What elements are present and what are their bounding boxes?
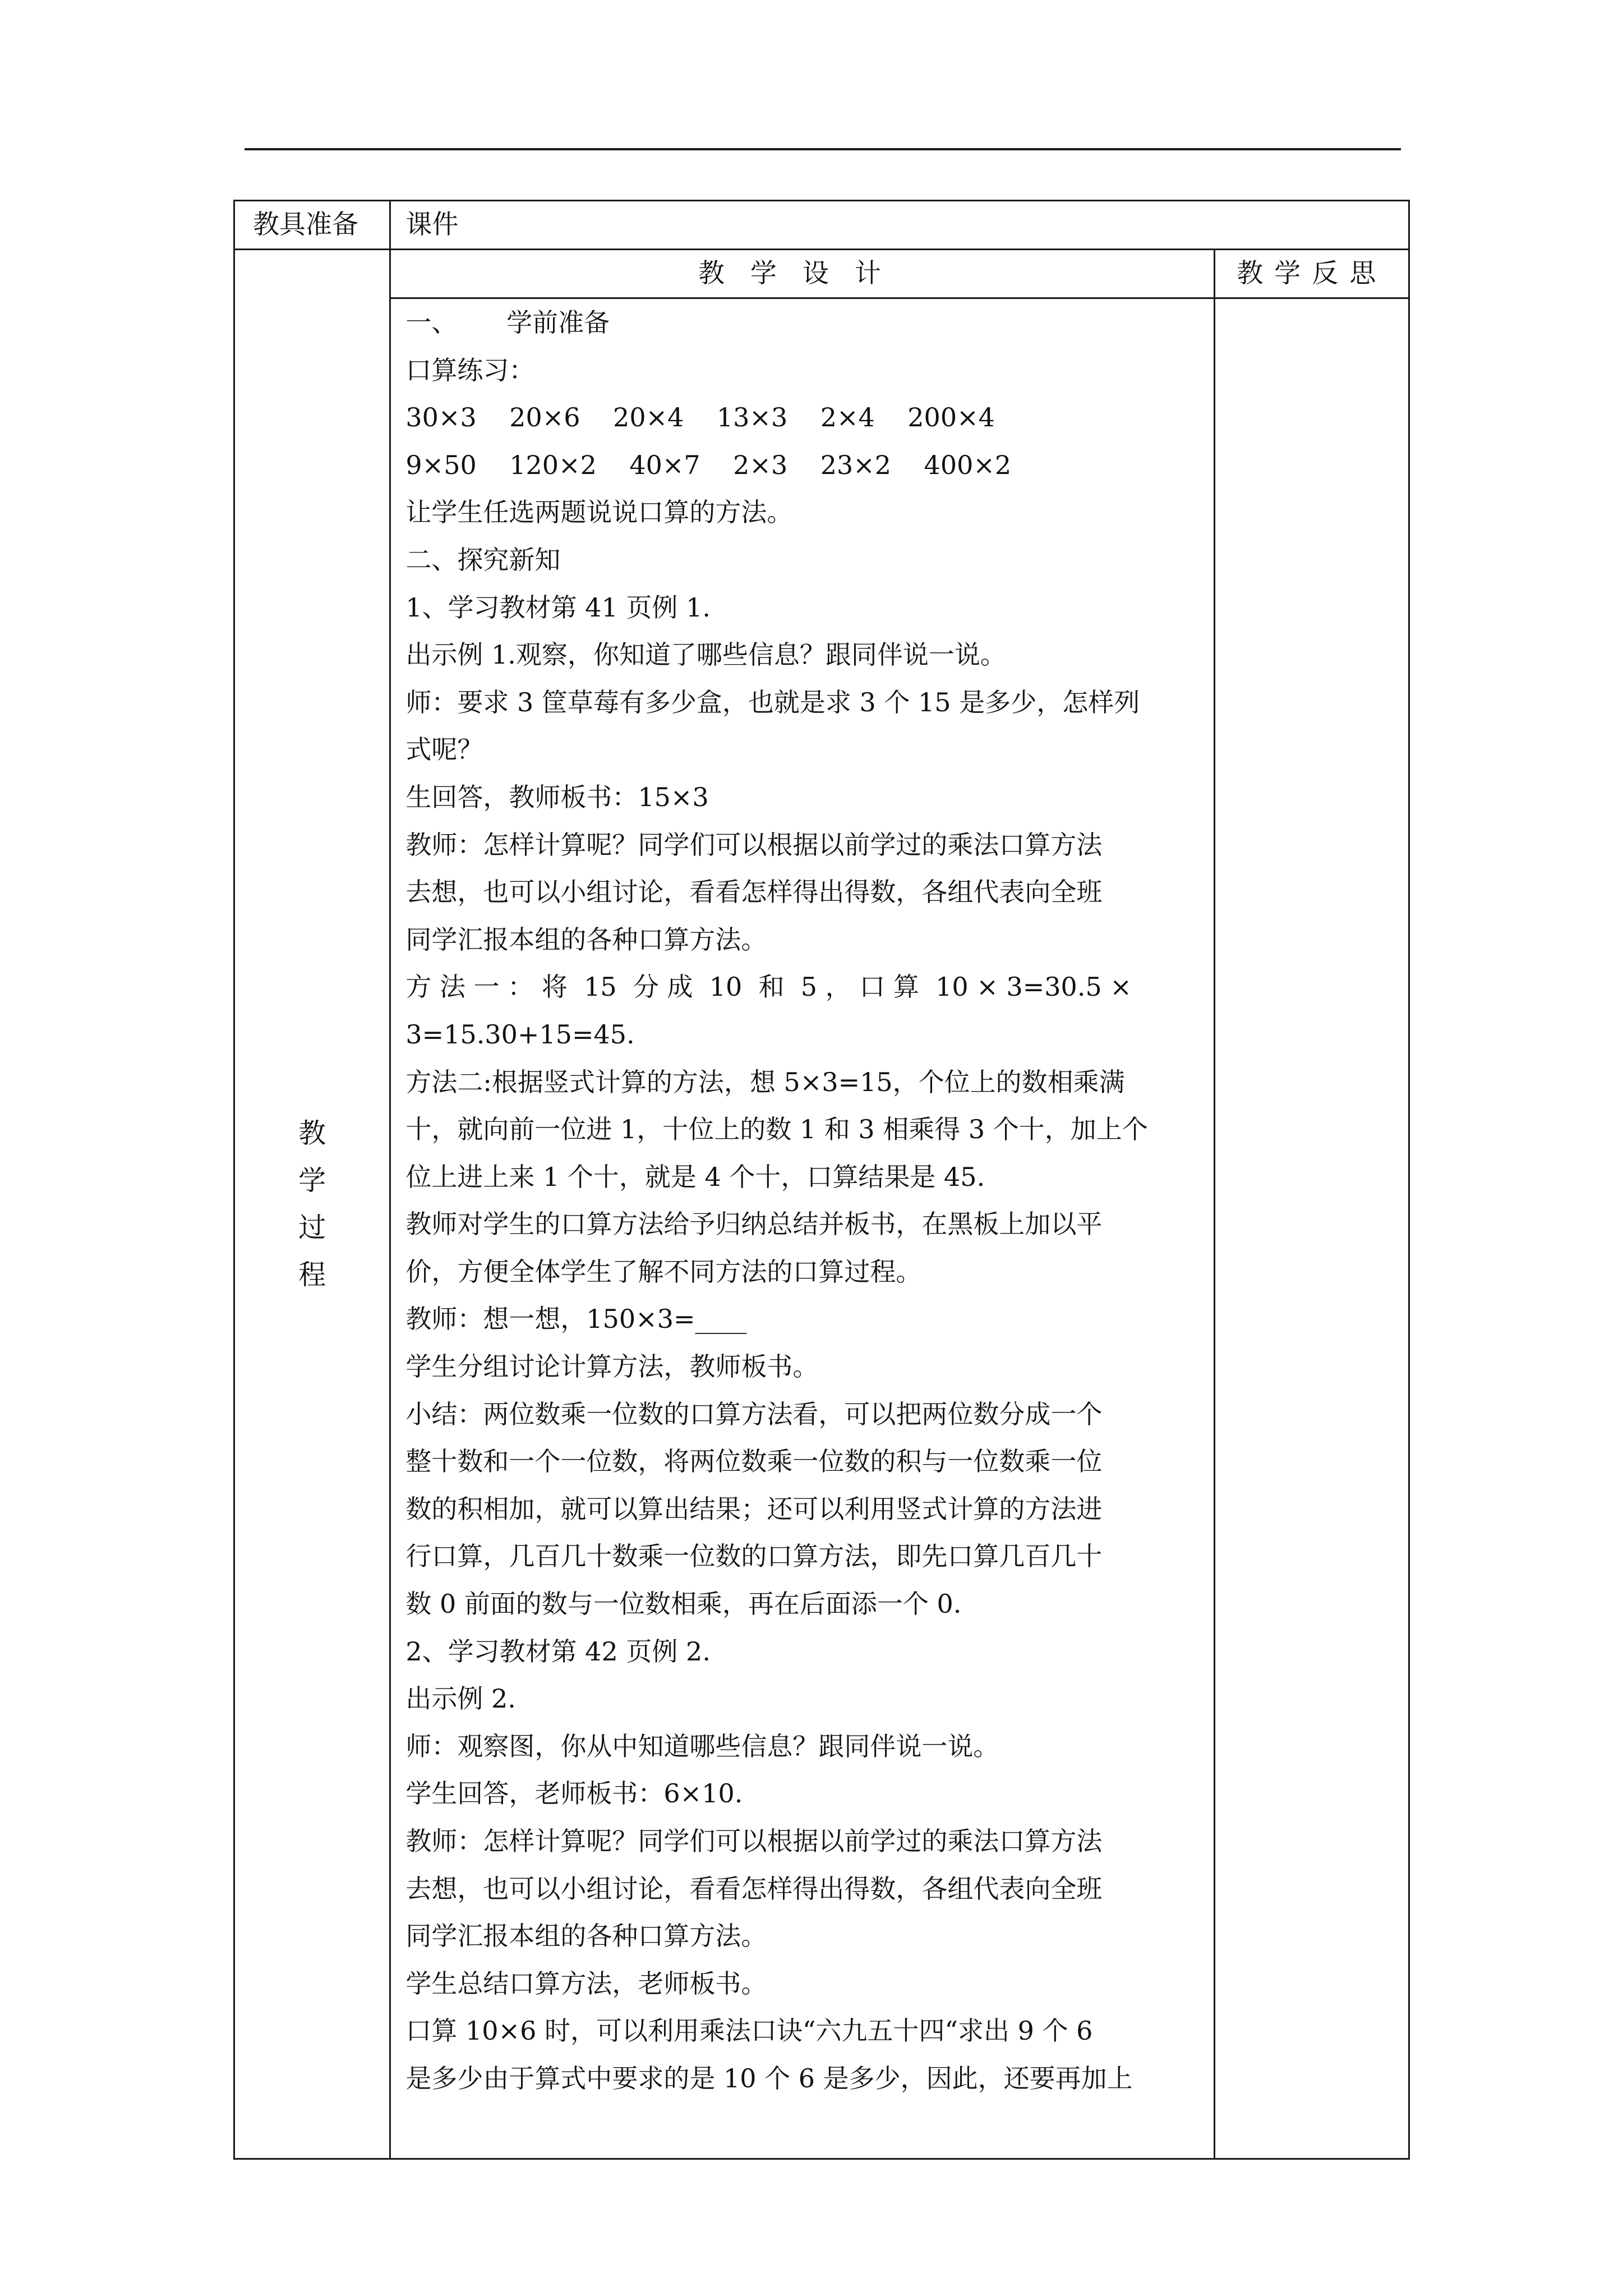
reflection-content	[1215, 298, 1409, 2159]
process-side-label: 教学过程	[298, 1117, 326, 1291]
text-line: 学生回答，老师板书：6×10.	[405, 1778, 743, 1809]
text-line: 十，就向前一位进 1，十位上的数 1 和 3 相乘得 3 个十，加上个	[405, 1114, 1148, 1145]
text-line: 2、学习教材第 42 页例 2.	[405, 1636, 711, 1667]
lesson-plan-table	[233, 200, 1410, 2160]
process-side-cell	[234, 250, 390, 2159]
text-line: 1、学习教材第 41 页例 1.	[405, 592, 711, 623]
text-line: 位上进上来 1 个十，就是 4 个十，口算结果是 45.	[405, 1161, 985, 1192]
text-line: 出示例 2.	[405, 1683, 516, 1714]
text-line: 生回答，教师板书：15×3	[405, 781, 709, 812]
text-line: 数的积相加，就可以算出结果；还可以利用竖式计算的方法进	[405, 1493, 1103, 1524]
text-line: 去想，也可以小组讨论，看看怎样得出得数，各组代表向全班	[405, 877, 1103, 908]
text-line: 是多少由于算式中要求的是 10 个 6 是多少，因此，还要再加上	[405, 2063, 1133, 2093]
text-line: 师：观察图，你从中知道哪些信息？跟同伴说一说。	[405, 1731, 999, 1761]
text-line: 教师对学生的口算方法给予归纳总结并板书，在黑板上加以平	[405, 1209, 1103, 1240]
design-content	[390, 298, 1215, 2159]
text-line: 二、探究新知	[405, 544, 561, 575]
text-line: 数 0 前面的数与一位数相乘，再在后面添一个 0.	[405, 1589, 962, 1619]
text-line: 小结：两位数乘一位数的口算方法看，可以把两位数分成一个	[405, 1398, 1103, 1429]
text-line: 9×50 120×2 40×7 2×3 23×2 400×2	[405, 449, 1012, 480]
text-line: 师：要求 3 筐草莓有多少盒，也就是求 3 个 15 是多少，怎样列	[405, 687, 1140, 717]
text-line: 口算 10×6 时，可以利用乘法口诀“六九五十四“求出 9 个 6	[405, 2016, 1093, 2046]
text-line: 口算练习：	[405, 355, 535, 385]
text-line: 式呢？	[405, 734, 483, 765]
text-line: 出示例 1.观察，你知道了哪些信息？跟同伴说一说。	[405, 639, 1006, 670]
tools-label: 教具准备	[234, 201, 390, 250]
header-rule	[245, 148, 1401, 150]
text-line: 学生分组讨论计算方法，教师板书。	[405, 1351, 819, 1382]
text-line: 方法二:根据竖式计算的方法，想 5×3=15，个位上的数相乘满	[405, 1066, 1125, 1097]
text-line: 30×3 20×6 20×4 13×3 2×4 200×4	[405, 402, 995, 433]
reflection-header: 教学反思	[1215, 250, 1409, 298]
text-line: 让学生任选两题说说口算的方法。	[405, 497, 793, 528]
tools-row	[234, 201, 1409, 250]
design-header-row	[234, 250, 1409, 298]
text-line: 价，方便全体学生了解不同方法的口算过程。	[405, 1256, 922, 1287]
text-line: 方 法 一 ： 将 15 分 成 10 和 5 ， 口 算 10 × 3=30.5 ×	[405, 972, 1132, 1002]
text-line: 3=15.30+15=45.	[405, 1019, 635, 1050]
text-line: 教师：怎样计算呢？同学们可以根据以前学过的乘法口算方法	[405, 829, 1103, 860]
text-line: 同学汇报本组的各种口算方法。	[405, 924, 767, 955]
tools-value: 课件	[390, 201, 1409, 250]
text-line: 学生总结口算方法，老师板书。	[405, 1968, 767, 1999]
text-line: 行口算，几百几十数乘一位数的口算方法，即先口算几百几十	[405, 1541, 1103, 1572]
text-line: 教师：想一想，150×3=____	[405, 1304, 747, 1335]
text-line: 一、 学前准备	[405, 307, 610, 338]
design-header: 教学设计	[390, 250, 1215, 298]
text-line: 整十数和一个一位数，将两位数乘一位数的积与一位数乘一位	[405, 1446, 1103, 1477]
text-line: 教师：怎样计算呢？同学们可以根据以前学过的乘法口算方法	[405, 1826, 1103, 1856]
content-row	[234, 298, 1409, 2159]
text-line: 同学汇报本组的各种口算方法。	[405, 1921, 767, 1952]
text-line: 去想，也可以小组讨论，看看怎样得出得数，各组代表向全班	[405, 1873, 1103, 1904]
